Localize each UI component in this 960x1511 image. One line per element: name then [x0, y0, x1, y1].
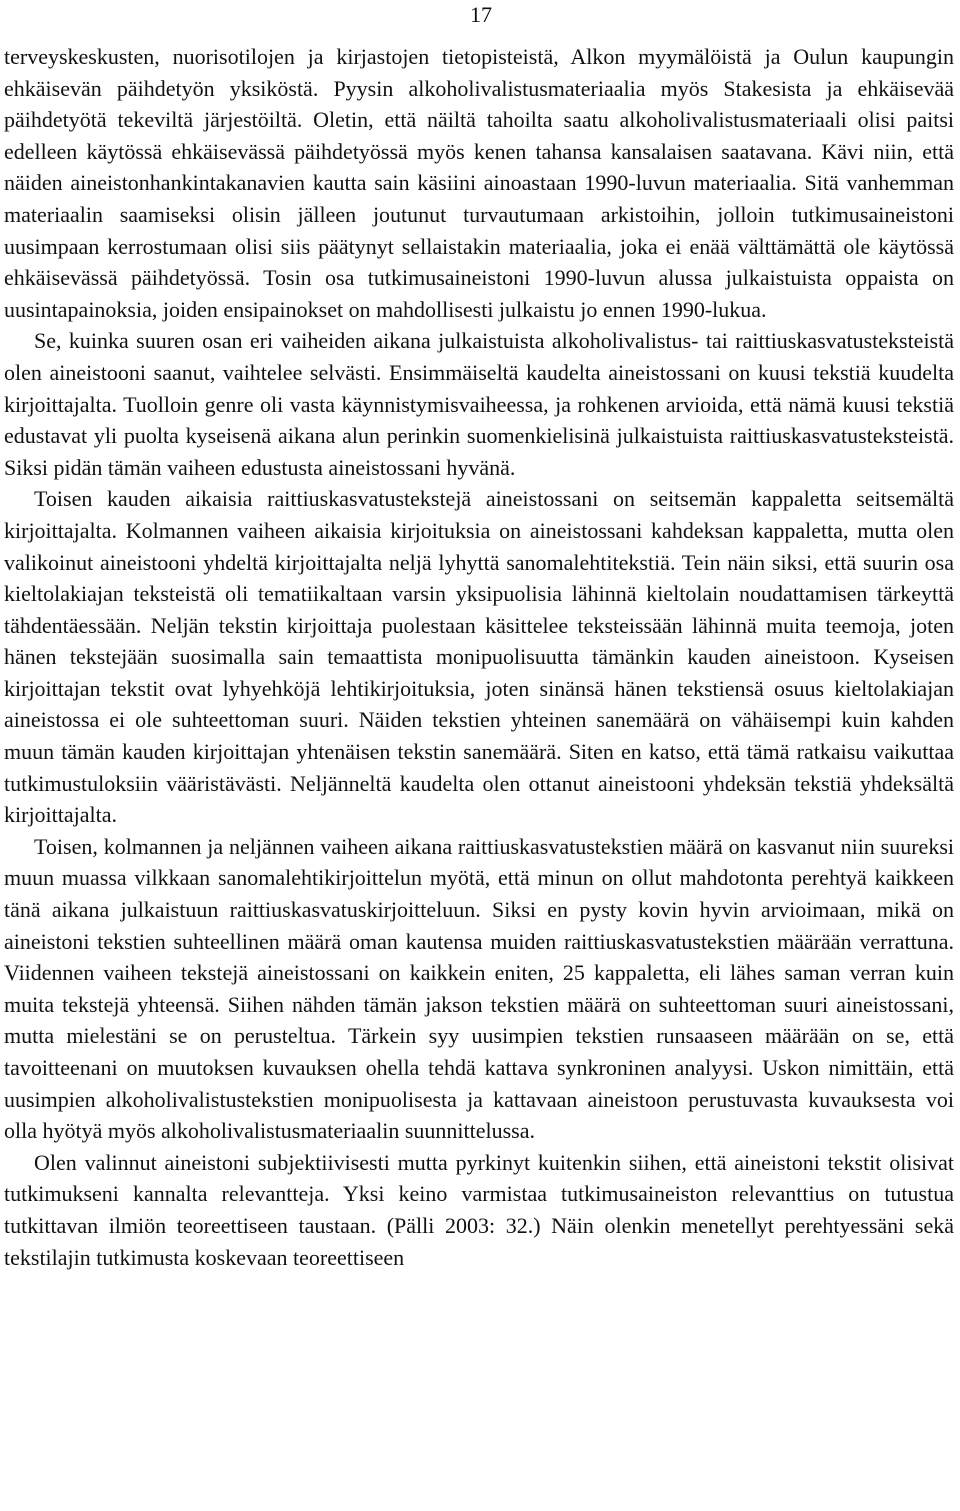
paragraph-4: Toisen, kolmannen ja neljännen vaiheen aikana raittiuskasvatustekstien määrä on kasvanut niin suureksi muun muassa vilkkaan sanomalehtikirjoittelun myötä, että minun on ollut mahdotonta perehtyä kaikkeen tänä aikana julkaistuun raittiuskasvatuskirjoitteluun. Siksi en pysty kovin hyvin arvioimaan, mikä on aineistoni tekstien suhteellinen määrä oman kautensa muiden raittiuskasvatustekstien määrään verrattuna. Viidennen vaiheen tekstejä aineistossani on kaikkein eniten, 25 kappaletta, eli lähes saman verran kuin muita tekstejä yhteensä. Siihen nähden tämän jakson tekstien määrä on suhteettoman suuri aineistossani, mutta mielestäni se on perusteltua. Tärkein syy uusimpien tekstien runsaaseen määrään on se, että tavoitteenani on muutoksen kuvauksen ohella tehdä kattava synkroninen analyysi. Uskon nimittäin, että uusimpien alkoholivalistustekstien monipuolisesta ja kattavaan aineistoon perustuvasta kuvauksesta voi olla hyötyä myös alkoholivalistusmateriaalin suunnittelussa. — [4, 833, 954, 1144]
paragraph-3: Toisen kauden aikaisia raittiuskasvatustekstejä aineistossani on seitsemän kappaletta seitsemältä kirjoittajalta. Kolmannen vaiheen aikaisia kirjoituksia on aineistossani kahdeksan kappaletta, mutta olen valikoinut aineistooni yhdeltä kirjoittajalta neljä lyhyttä sanomalehtitekstiä. Tein näin siksi, että suurin osa kieltolakiajan teksteistä oli tematiikaltaan varsin yksipuolisia lähinnä kieltolain noudattamisen tärkeyttä tähdentäessään. Neljän tekstin kirjoittaja puolestaan käsittelee teksteissään lähinnä muita teemoja, joten hänen tekstejään suosimalla sain temaattista monipuolisuutta tämänkin kauden aineistoon. Kyseisen kirjoittajan tekstit ovat lyhyehköjä lehtikirjoituksia, joten sinänsä hänen tekstiensä osuus kieltolakiajan aineistossa ei ole suhteettoman suuri. Näiden tekstien yhteinen sanemäärä on vähäisempi kuin kahden muun tämän kauden kirjoittajan yhtenäisen tekstin sanemäärä. Siten en katso, että tämä ratkaisu vaikuttaa tutkimustuloksiin vääristävästi. Neljänneltä kaudelta olen ottanut aineistooni yhdeksän tekstiä yhdeksältä kirjoittajalta. — [4, 486, 954, 828]
paragraph-2: Se, kuinka suuren osan eri vaiheiden aikana julkaistuista alkoholivalistus- tai raittiuskasvatusteksteistä olen aineistooni saanut, vaihtelee selvästi. Ensimmäiseltä kaudelta aineistossani on kuusi tekstiä kuudelta kirjoittajalta. Tuolloin genre oli vasta käynnistymisvaiheessa, ja rohkenen arvioida, että nämä kuusi tekstiä edustavat yli puolta kyseisenä aikana alun perinkin suomenkielisinä julkaistuista raittiuskasvatusteksteistä. Siksi pidän tämän vaiheen edustusta aineistossani hyvänä. — [4, 328, 954, 480]
body-text — [4, 41, 954, 1273]
paragraph-1: terveyskeskusten, nuorisotilojen ja kirjastojen tietopisteistä, Alkon myymälöistä ja Oulun kaupungin ehkäisevän päihdetyön yksiköstä. Pyysin alkoholivalistusmateriaalia myös Stakesista ja ehkäisevää päihdetyötä tekeviltä järjestöiltä. Oletin, että näiltä tahoilta saatu alkoholivalistusmateriaali olisi paitsi edelleen käytössä ehkäisevässä päihdetyössä myös kenen tahansa kansalaisen saatavana. Kävi niin, että näiden aineistonhankintakanavien kautta sain käsiini ainoastaan 1990-luvun materiaalia. Sitä vanhemman materiaalin saamiseksi olisin jälleen joutunut turvautumaan arkistoihin, jolloin tutkimusaineistoni uusimpaan kerrostumaan olisi siis päätynyt sellaistakin materiaalia, joka ei enää välttämättä ole käytössä ehkäisevässä päihdetyössä. Tosin osa tutkimusaineistoni 1990-luvun alussa julkaistuista oppaista on uusintapainoksia, joiden ensipainokset on mahdollisesti julkaistu jo ennen 1990-lukua. — [4, 44, 954, 322]
paragraph-5: Olen valinnut aineistoni subjektiivisesti mutta pyrkinyt kuitenkin siihen, että aineistoni tekstit olisivat tutkimukseni kannalta relevantteja. Yksi keino varmistaa tutkimusaineiston relevanttius on tutustua tutkittavan ilmiön teoreettiseen taustaan. (Pälli 2003: 32.) Näin olenkin menetellyt perehtyessäni sekä tekstilajin tutkimusta koskevaan teoreettiseen — [4, 1149, 954, 1270]
page-number: 17 — [470, 2, 492, 27]
